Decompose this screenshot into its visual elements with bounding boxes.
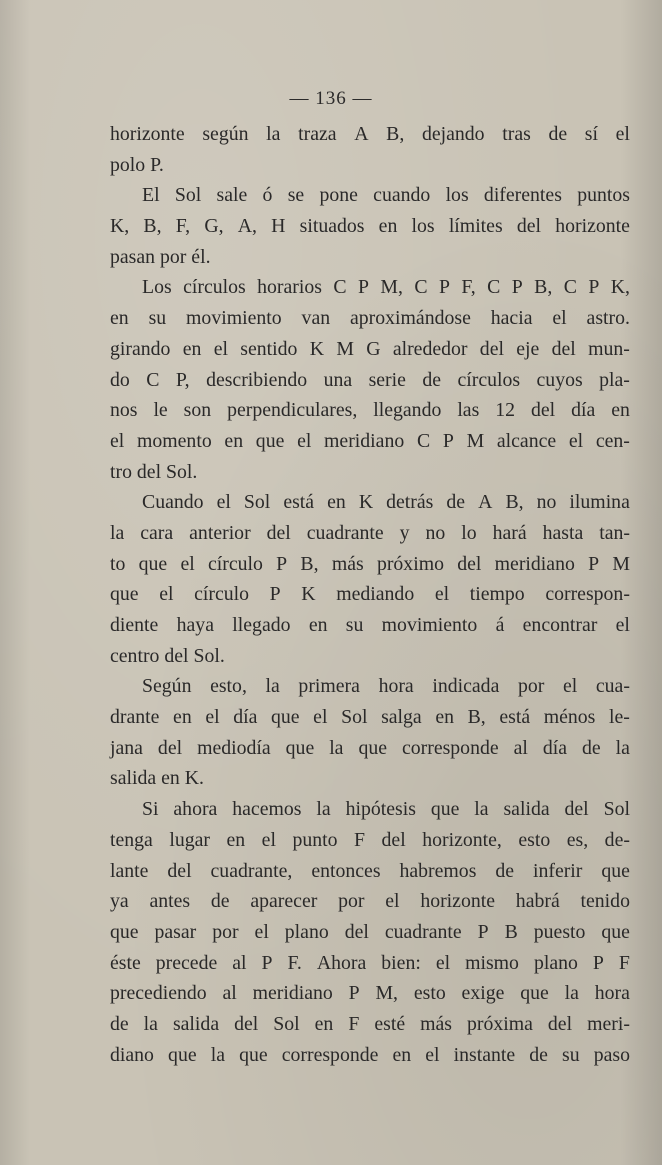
text-line: Cuando el Sol está en K detrás de A B, no ilumina [142, 491, 630, 514]
text-line: tenga lugar en el punto F del horizonte, esto es, de- [110, 828, 630, 851]
text-line: tro del Sol. [110, 460, 198, 483]
text-line: do C P, describiendo una serie de círculos cuyos pla- [110, 368, 630, 391]
text-line: ya antes de aparecer por el horizonte habrá tenido [110, 890, 630, 913]
text-line: pasan por él. [110, 245, 211, 268]
text-line: diano que la que corresponde en el instante de su paso [110, 1043, 630, 1066]
text-line: Los círculos horarios C P M, C P F, C P B, C P K, [142, 276, 630, 299]
text-line: jana del mediodía que la que corresponde al día de la [110, 736, 630, 759]
text-line: to que el círculo P B, más próximo del meridiano P M [110, 552, 630, 575]
text-line: que pasar por el plano del cuadrante P B puesto que [110, 920, 630, 943]
text-line: El Sol sale ó se pone cuando los diferentes puntos [142, 184, 630, 207]
text-line: Si ahora hacemos la hipótesis que la salida del Sol [142, 798, 630, 821]
text-line: centro del Sol. [110, 644, 225, 667]
text-line: en su movimiento van aproximándose hacia el astro. [110, 307, 630, 330]
text-line: diente haya llegado en su movimiento á encontrar el [110, 614, 630, 636]
text-line: el momento en que el meridiano C P M alcance el cen- [110, 429, 630, 452]
page-number-header: — 136 — [289, 88, 373, 109]
text-line: polo P. [110, 153, 164, 176]
text-line: éste precede al P F. Ahora bien: el mismo plano P F [110, 951, 630, 974]
text-line: girando en el sentido K M G alrededor del eje del mun- [110, 337, 630, 360]
text-line: Según esto, la primera hora indicada por el cua- [142, 675, 630, 698]
text-line: horizonte según la traza A B, dejando tras de sí el [110, 123, 630, 145]
text-line: precediendo al meridiano P M, esto exige que la hora [110, 982, 630, 1005]
text-line: drante en el día que el Sol salga en B, está ménos le- [110, 706, 630, 729]
text-line: salida en K. [110, 767, 204, 790]
text-line: la cara anterior del cuadrante y no lo hará hasta tan- [110, 521, 630, 544]
text-line: K, B, F, G, A, H situados en los límites del horizonte [110, 215, 630, 238]
text-line: que el círculo P K mediando el tiempo correspon- [110, 583, 630, 606]
body-text [110, 119, 630, 1070]
text-line: lante del cuadrante, entonces habremos de inferir que [110, 859, 630, 882]
text-line: nos le son perpendiculares, llegando las 12 del día en [110, 399, 630, 422]
text-line: de la salida del Sol en F esté más próxima del meri- [110, 1012, 630, 1035]
